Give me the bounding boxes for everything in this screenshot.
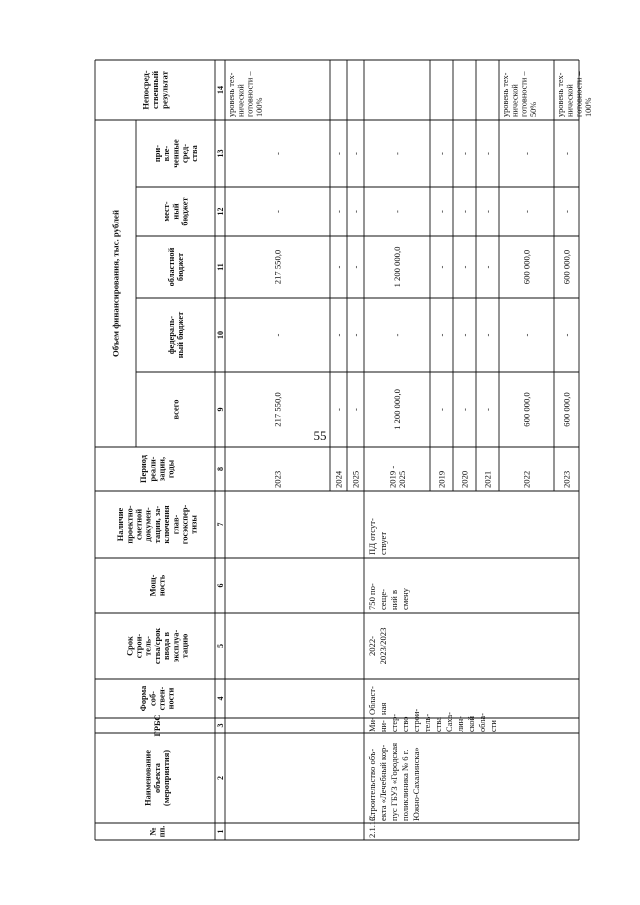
- row-year: 2024: [333, 470, 344, 488]
- column-number: 6: [215, 583, 225, 588]
- header-c11: областнойбюджет: [166, 247, 186, 287]
- entry-psd: ПД отсут-ствует: [367, 518, 389, 555]
- row-year: 2019: [436, 470, 447, 488]
- row-regional: -: [350, 265, 361, 269]
- row-federal: -: [436, 333, 447, 337]
- row-attracted: -: [333, 152, 344, 155]
- row-regional: 600 000,0: [521, 249, 532, 285]
- header-c14: Непосред-ственныйрезультат: [140, 70, 170, 110]
- row-attracted: -: [561, 152, 572, 155]
- row-federal: -: [350, 333, 361, 337]
- row-regional: -: [333, 265, 344, 269]
- header-c7: Наличиепроектно-сметнойдокумен-тации, за-ключенияглав-госэкспер-тизы: [116, 504, 199, 545]
- row-total: -: [436, 408, 447, 411]
- row-attracted: -: [436, 152, 447, 155]
- row-result: уровень тех-ническойготовности –100%: [226, 71, 265, 117]
- column-number: 14: [215, 86, 225, 94]
- row-attracted: -: [459, 152, 470, 155]
- row-local: -: [333, 210, 344, 213]
- header-c5: Срокстрои-тель-ства/срокввода вэксплуа-тацию: [125, 627, 190, 665]
- column-number: 1: [215, 829, 225, 834]
- header-c10: федераль-ный бюджет: [166, 311, 186, 359]
- row-total: 600 000,0: [561, 392, 572, 427]
- header-c1: №пп.: [148, 825, 167, 838]
- row-year: 2021: [482, 470, 493, 488]
- header-c12: мест-ныйбюджет: [162, 197, 190, 226]
- row-regional: -: [459, 265, 470, 269]
- row-regional: 1 200 000,0: [392, 246, 403, 288]
- row-local: -: [350, 210, 361, 213]
- header-c6: Мощ-ность: [148, 574, 167, 597]
- row-federal: -: [482, 333, 493, 337]
- header-c3: ГРБС: [152, 714, 162, 737]
- column-number: 2: [215, 776, 225, 780]
- row-federal: -: [459, 333, 470, 337]
- row-local: -: [436, 210, 447, 213]
- row-attracted: -: [482, 152, 493, 155]
- row-regional: 217 550,0: [272, 249, 283, 285]
- column-number: 7: [215, 522, 225, 527]
- row-total: -: [350, 408, 361, 411]
- row-attracted: -: [350, 152, 361, 155]
- entry-capacity: 750 по-сеще-ний всмену: [367, 583, 411, 610]
- row-federal: -: [521, 333, 532, 337]
- row-total: -: [482, 408, 493, 411]
- row-federal: -: [392, 333, 403, 337]
- row-federal: -: [561, 333, 572, 337]
- header-c13: при-вле-ченныесред-ства: [153, 139, 199, 168]
- column-number: 4: [215, 696, 225, 701]
- row-local: -: [459, 210, 470, 213]
- row-result: уровень тех-ническойготовности –100%: [555, 71, 594, 117]
- entry-grbs: Ми- ни- стер- ство строи- тель- ства Саха- лин- ской обла- сти: [367, 708, 498, 732]
- row-attracted: -: [392, 152, 403, 155]
- table-group: [95, 60, 593, 840]
- column-number: 13: [215, 149, 225, 158]
- column-number: 9: [215, 407, 225, 412]
- row-local: -: [482, 210, 493, 213]
- row-local: -: [561, 210, 572, 213]
- row-regional: 600 000,0: [561, 249, 572, 285]
- row-year: 2023: [272, 470, 283, 488]
- row-year: 2019 -2025: [387, 465, 407, 488]
- column-number: 3: [215, 723, 225, 728]
- row-year: 2023: [561, 470, 572, 488]
- column-number: 10: [215, 331, 225, 339]
- column-number: 5: [215, 644, 225, 648]
- header-c9: всего: [171, 399, 181, 420]
- entry-ownership: Област-ная: [367, 686, 389, 715]
- row-local: -: [392, 210, 403, 213]
- column-number: 11: [215, 263, 225, 271]
- header-c2: Наименованиеобъекта(мероприятия): [143, 749, 172, 807]
- page-number: 55: [313, 428, 327, 443]
- row-year: 2022: [521, 470, 532, 488]
- row-regional: -: [482, 265, 493, 269]
- row-local: -: [272, 210, 283, 213]
- entry-number: 2.1.13.: [367, 814, 378, 838]
- header-c8: Периодреали-зации,годы: [139, 455, 176, 483]
- row-total: 217 550,0: [272, 392, 283, 427]
- row-attracted: -: [272, 152, 283, 155]
- header-c4: Формасоб-ствен-ности: [139, 685, 176, 712]
- column-number: 12: [215, 207, 225, 216]
- row-result: уровень тех-ническойготовности –50%: [500, 71, 539, 117]
- row-total: -: [333, 408, 344, 411]
- entry-term: 2022-2023/2023: [367, 627, 389, 665]
- row-federal: -: [272, 333, 283, 337]
- row-regional: -: [436, 265, 447, 269]
- header-funding-group: Объем финансирования, тыс. рублей: [110, 209, 121, 358]
- row-attracted: -: [521, 152, 532, 155]
- column-number: 8: [215, 467, 225, 471]
- row-local: -: [521, 210, 532, 213]
- row-total: 600 000,0: [521, 392, 532, 427]
- row-federal: -: [333, 333, 344, 337]
- entry-name: Строительство объ-екта «Лечебный кор-пус ГБУЗ «Городскаяполиклиника № 6 г.Южно-Сахалинска»: [367, 742, 422, 821]
- row-total: 1 200 000,0: [392, 389, 403, 430]
- row-year: 2025: [350, 470, 361, 488]
- row-year: 2020: [459, 470, 470, 488]
- row-total: -: [459, 408, 470, 411]
